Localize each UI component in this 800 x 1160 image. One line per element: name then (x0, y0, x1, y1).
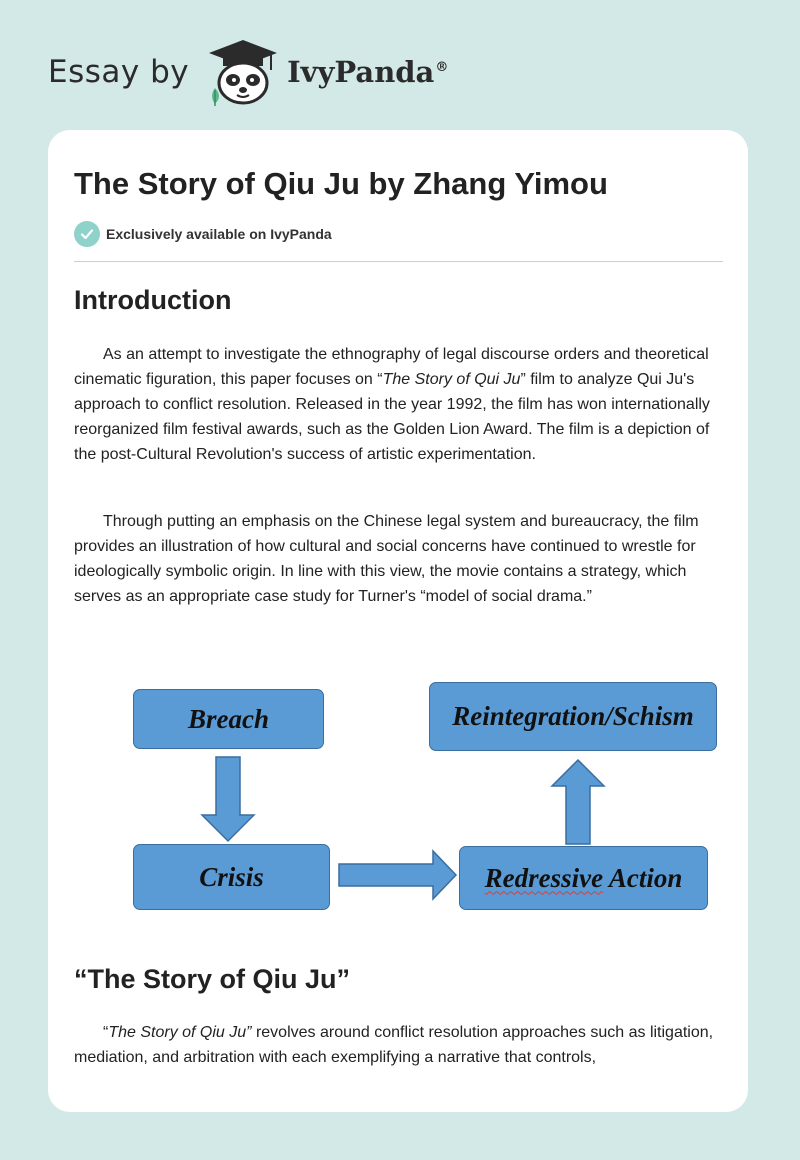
brand-name (287, 55, 448, 89)
page-title: The Story of Qiu Ju by Zhang Yimou (74, 166, 608, 201)
node-crisis (133, 844, 330, 910)
node-redressive-word: Redressive (484, 862, 604, 893)
social-drama-diagram (48, 680, 748, 920)
section-heading-story-of-qiu-ju: “The Story of Qiu Ju” (74, 964, 351, 994)
exclusive-badge (74, 221, 332, 247)
brand-name-text: IvyPanda (287, 55, 435, 89)
badge-label: Exclusively available on IvyPanda (106, 226, 332, 242)
node-breach (133, 689, 324, 749)
registered-mark: ® (435, 60, 449, 76)
story-p1-film-title: The Story of Qiu Ju” (108, 1024, 252, 1041)
node-redressive-label (485, 863, 683, 894)
intro-p1-text-a: As an attempt to investigate the ethnography of legal discourse orders and theoretical cinematic figuration, this paper focuses on “ (74, 346, 709, 388)
story-paragraph-1 (74, 1020, 724, 1070)
check-circle-icon (74, 221, 100, 247)
essay-card (48, 130, 748, 1112)
node-redressive-action (459, 846, 708, 910)
node-reintegration-label: Reintegration/Schism (452, 701, 694, 731)
arrow-up-icon (548, 758, 608, 846)
arrow-right-icon (337, 848, 459, 902)
panda-logo-icon (203, 36, 283, 108)
title-divider (74, 261, 723, 262)
node-crisis-label: Crisis (199, 861, 264, 892)
intro-paragraph-2: Through putting an emphasis on the Chinese legal system and bureaucracy, the film provides an illustration of how cultural and social concerns have continued to wrestle for ideologically symbolic origin. In line with this view, the movie contains a strategy, which serves as an appropriate case study for Turner's “model of social drama.” (74, 513, 699, 605)
story-p1-open-quote: “ (103, 1024, 109, 1041)
node-breach-label: Breach (188, 703, 269, 734)
section-heading-introduction: Introduction (74, 285, 232, 315)
node-reintegration (429, 682, 717, 751)
intro-paragraph-1 (74, 342, 724, 467)
intro-p1-film-title: The Story of Qui Ju (382, 371, 521, 388)
brand-header[interactable] (48, 36, 448, 108)
story-p1-text: revolves around conflict resolution approaches such as litigation, mediation, and arbitration with each exemplifying a narrative that controls, (74, 1024, 714, 1066)
intro-p1-text-b: ” film to analyze Qui Ju's approach to conflict resolution. Released in the year 1992, the film has won internationally reorganized film festival awards, such as the Golden Lion Award. The film is a depiction of the post-Cultural Revolution's success of artistic experimentation. (74, 371, 710, 463)
arrow-down-icon (198, 755, 258, 845)
brand-prefix: Essay by (48, 54, 190, 90)
node-action-word: Action (603, 862, 683, 893)
